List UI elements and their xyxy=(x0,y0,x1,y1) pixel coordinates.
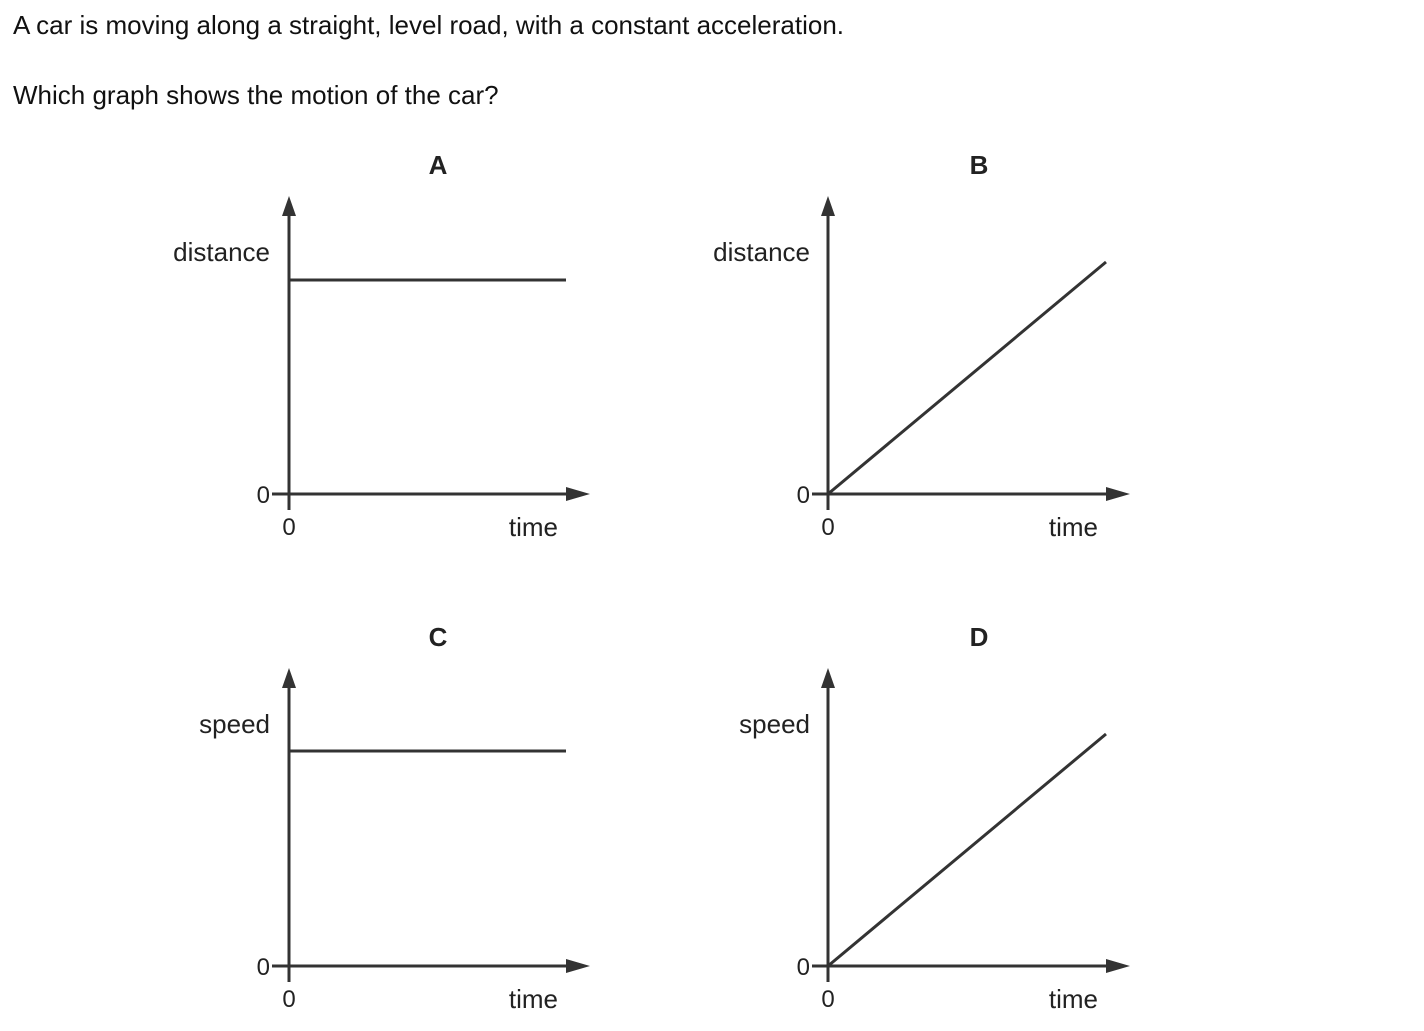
plot-line xyxy=(828,262,1106,494)
x-origin-label: 0 xyxy=(821,986,835,1013)
x-origin-label: 0 xyxy=(821,514,835,541)
x-axis-label: time xyxy=(508,512,558,542)
y-axis-arrow-icon xyxy=(282,196,296,216)
y-origin-label: 0 xyxy=(256,954,270,981)
y-axis-label: speed xyxy=(739,709,810,739)
x-axis-label: time xyxy=(1048,984,1098,1014)
x-axis-arrow-icon xyxy=(566,487,590,501)
y-axis-label: distance xyxy=(173,237,270,267)
x-axis-label: time xyxy=(1048,512,1098,542)
x-axis-arrow-icon xyxy=(1106,959,1130,973)
y-axis-label: speed xyxy=(199,709,270,739)
y-axis-label: distance xyxy=(713,237,810,267)
graph-option-a[interactable] xyxy=(173,150,590,542)
graph-option-c[interactable] xyxy=(199,622,590,1014)
question-text: A car is moving along a straight, level road, with a constant acceleration. xyxy=(13,10,844,40)
y-origin-label: 0 xyxy=(796,482,810,509)
graph-option-b[interactable] xyxy=(713,150,1130,542)
y-origin-label: 0 xyxy=(796,954,810,981)
x-axis-arrow-icon xyxy=(566,959,590,973)
x-axis-label: time xyxy=(508,984,558,1014)
y-origin-label: 0 xyxy=(256,482,270,509)
graph-option-d[interactable] xyxy=(739,622,1130,1014)
y-axis-arrow-icon xyxy=(821,196,835,216)
x-axis-arrow-icon xyxy=(1106,487,1130,501)
option-letter-c: C xyxy=(428,622,448,652)
option-letter-d: D xyxy=(969,622,989,652)
option-letter-a: A xyxy=(428,150,448,180)
y-axis-arrow-icon xyxy=(821,668,835,688)
y-axis-arrow-icon xyxy=(282,668,296,688)
plot-line xyxy=(828,734,1106,966)
question-prompt: Which graph shows the motion of the car? xyxy=(13,80,499,110)
x-origin-label: 0 xyxy=(282,514,296,541)
x-origin-label: 0 xyxy=(282,986,296,1013)
option-letter-b: B xyxy=(969,150,989,180)
